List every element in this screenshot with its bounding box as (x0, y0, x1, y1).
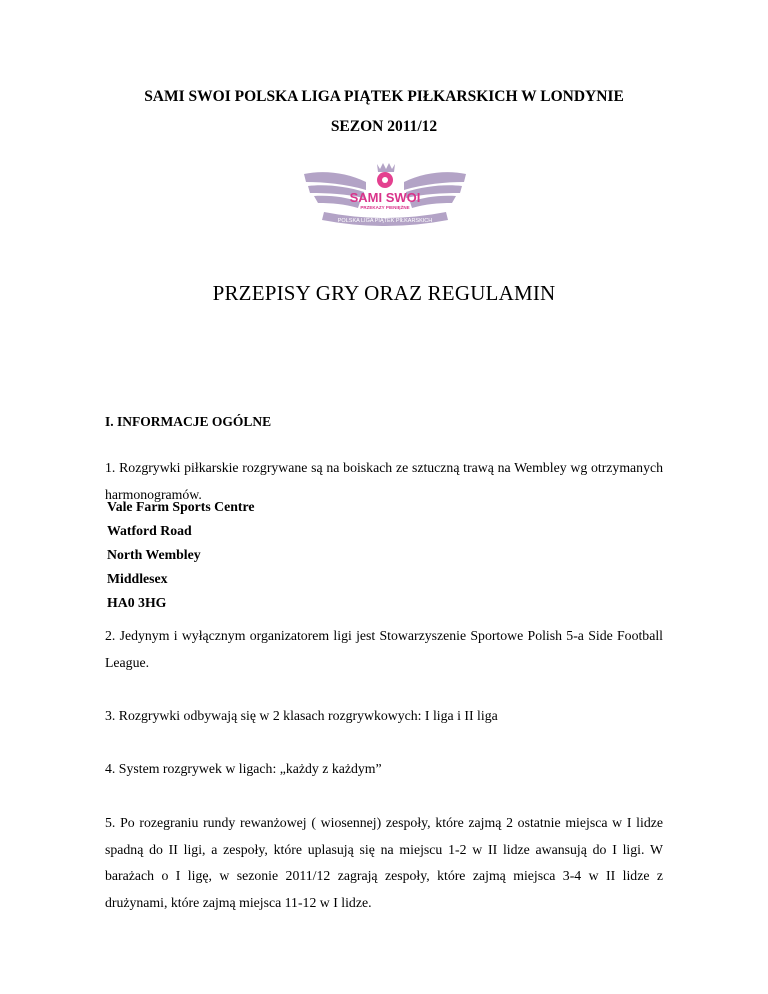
league-logo (302, 160, 468, 232)
league-header-title: SAMI SWOI POLSKA LIGA PIĄTEK PIŁKARSKICH W LONDYNIE (144, 88, 624, 105)
paragraph-1: 1. Rozgrywki piłkarskie rozgrywane są na boiskach ze sztuczną trawą na Wembley wg otrzymanych harmonogramów. (105, 460, 663, 502)
football-icon (377, 172, 393, 188)
section-heading: I. INFORMACJE OGÓLNE (105, 414, 272, 429)
svg-text:SAMI SWOI: SAMI SWOI (349, 190, 421, 205)
document-title: PRZEPISY GRY ORAZ REGULAMIN (212, 281, 556, 305)
paragraph-2: 2. Jedynym i wyłącznym organizatorem ligi jest Stowarzyszenie Sportowe Polish 5-a Side Football League. (105, 628, 663, 670)
paragraph-4: 4. System rozgrywek w ligach: „każdy z każdym” (105, 761, 382, 776)
address-line: North Wembley (107, 547, 201, 562)
address-line: HA0 3HG (107, 595, 167, 610)
address-line: Watford Road (107, 523, 192, 538)
paragraph-3: 3. Rozgrywki odbywają się w 2 klasach rozgrywkowych: I liga i II liga (105, 708, 498, 723)
address-line: Vale Farm Sports Centre (107, 499, 255, 514)
season-header: SEZON 2011/12 (330, 118, 438, 135)
svg-text:POLSKA LIGA PIĄTEK PIŁKARSKICH: POLSKA LIGA PIĄTEK PIŁKARSKICH (337, 218, 433, 224)
svg-text:PRZEKAZY PIENIĘŻNE: PRZEKAZY PIENIĘŻNE (360, 205, 410, 210)
crown-icon (377, 163, 395, 172)
address-line: Middlesex (107, 571, 168, 586)
venue-address (107, 495, 255, 615)
paragraph-5: 5. Po rozegraniu rundy rewanżowej ( wiosennej) zespoły, które zajmą 2 ostatnie miejsca w I lidze spadną do II ligi, a zespoły, które uplasują się na miejscu 1-2 w II lidze awansują do I ligi. W barażach o I ligę, w sezonie 2011/12 zagrają zespoły, które zajmą miejsca 3-4 w II lidze z drużynami, które zajmą miejsca 11-12 w I lidze. (105, 815, 663, 910)
